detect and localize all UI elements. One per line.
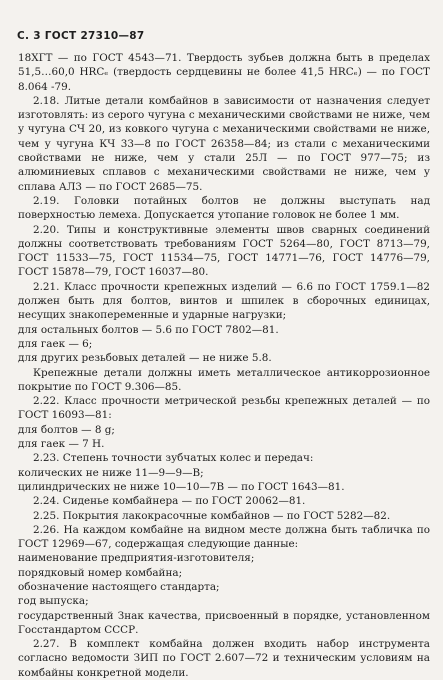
paragraph: 2.18. Литые детали комбайнов в зависимости от назначения следует изготовлять: из серого чугуна с механическими свойствами не ниже, чем у чугуна СЧ 20, из ковкого чугуна с механическими свойствами не ниже, чем у чугуна КЧ 33—8 по ГОСТ 26358—84; из стали с механическими свойствами не ниже, чем у стали 25Л — по ГОСТ 977—75; из алюминиевых сплавов с механическими свойствами не ниже, чем у сплава АЛ3 — по ГОСТ 2685—75. xyxy=(18,94,430,193)
paragraph: 2.24. Сиденье комбайнера — по ГОСТ 20062—81. xyxy=(33,495,306,508)
paragraph: для болтов — 8 g; xyxy=(18,423,115,436)
document-body xyxy=(18,51,430,680)
paragraph: 18ХГТ — по ГОСТ 4543—71. Твердость зубьев должна быть в пределах 51,5…60,0 HRCₑ (твердость сердцевины не более 41,5 HRCₑ) — по ГОСТ 8.064 -79. xyxy=(18,52,430,93)
paragraph: 2.21. Класс прочности крепежных изделий — 6.6 по ГОСТ 1759.1—82 должен быть для болтов, винтов и шпилек в сборочных единицах, несущих знакопеременные и ударные нагрузки; xyxy=(18,280,430,322)
paragraph: порядковый номер комбайна; xyxy=(18,566,183,579)
paragraph: 2.25. Покрытия лакокрасочные комбайнов — по ГОСТ 5282—82. xyxy=(33,509,391,522)
paragraph: 2.26. На каждом комбайне на видном месте должна быть табличка по ГОСТ 12969—67, содержащая следующие данные: xyxy=(18,523,430,551)
paragraph: государственный Знак качества, присвоенный в порядке, установленном Госстандартом СССР. xyxy=(18,609,430,636)
paragraph: колических не ниже 11—9—9—В; xyxy=(18,466,204,479)
paragraph: для гаек — 6; xyxy=(18,337,93,350)
paragraph: 2.19. Головки потайных болтов не должны выступать над поверхностью лемеха. Допускается утопание головок не более 1 мм. xyxy=(18,194,430,222)
paragraph: для других резьбовых деталей — не ниже 5.8. xyxy=(18,352,272,365)
paragraph: обозначение настоящего стандарта; xyxy=(18,580,220,593)
page-header: С. 3 ГОСТ 27310—87 xyxy=(17,30,145,42)
paragraph: Крепежные детали должны иметь металлическое антикоррозионное покрытие по ГОСТ 9.306—85. xyxy=(18,366,430,393)
paragraph: 2.27. В комплект комбайна должен входить набор инструмента согласно ведомости ЗИП по ГОСТ 2.607—72 и техническим условиям на комбайны конкретной модели. xyxy=(18,638,430,679)
paragraph: наименование предприятия-изготовителя; xyxy=(18,552,255,565)
paragraph: год выпуска; xyxy=(18,595,89,608)
paragraph: 2.22. Класс прочности метрической резьбы крепежных деталей — по ГОСТ 16093—81: xyxy=(18,395,430,422)
paragraph: цилиндрических не ниже 10—10—7В — по ГОСТ 1643—81. xyxy=(18,480,345,493)
paragraph: 2.23. Степень точности зубчатых колес и передач: xyxy=(33,452,314,465)
paragraph: 2.20. Типы и конструктивные элементы швов сварных соединений должны соответствовать требованиям ГОСТ 5264—80, ГОСТ 8713—79, ГОСТ 11533—75, ГОСТ 11534—75, ГОСТ 14771—76, ГОСТ 14776—79, ГОСТ 15878—79, ГОСТ 16037—80. xyxy=(18,223,430,279)
paragraph: для гаек — 7 Н. xyxy=(18,438,105,451)
paragraph: для остальных болтов — 5.6 по ГОСТ 7802—81. xyxy=(18,323,279,336)
